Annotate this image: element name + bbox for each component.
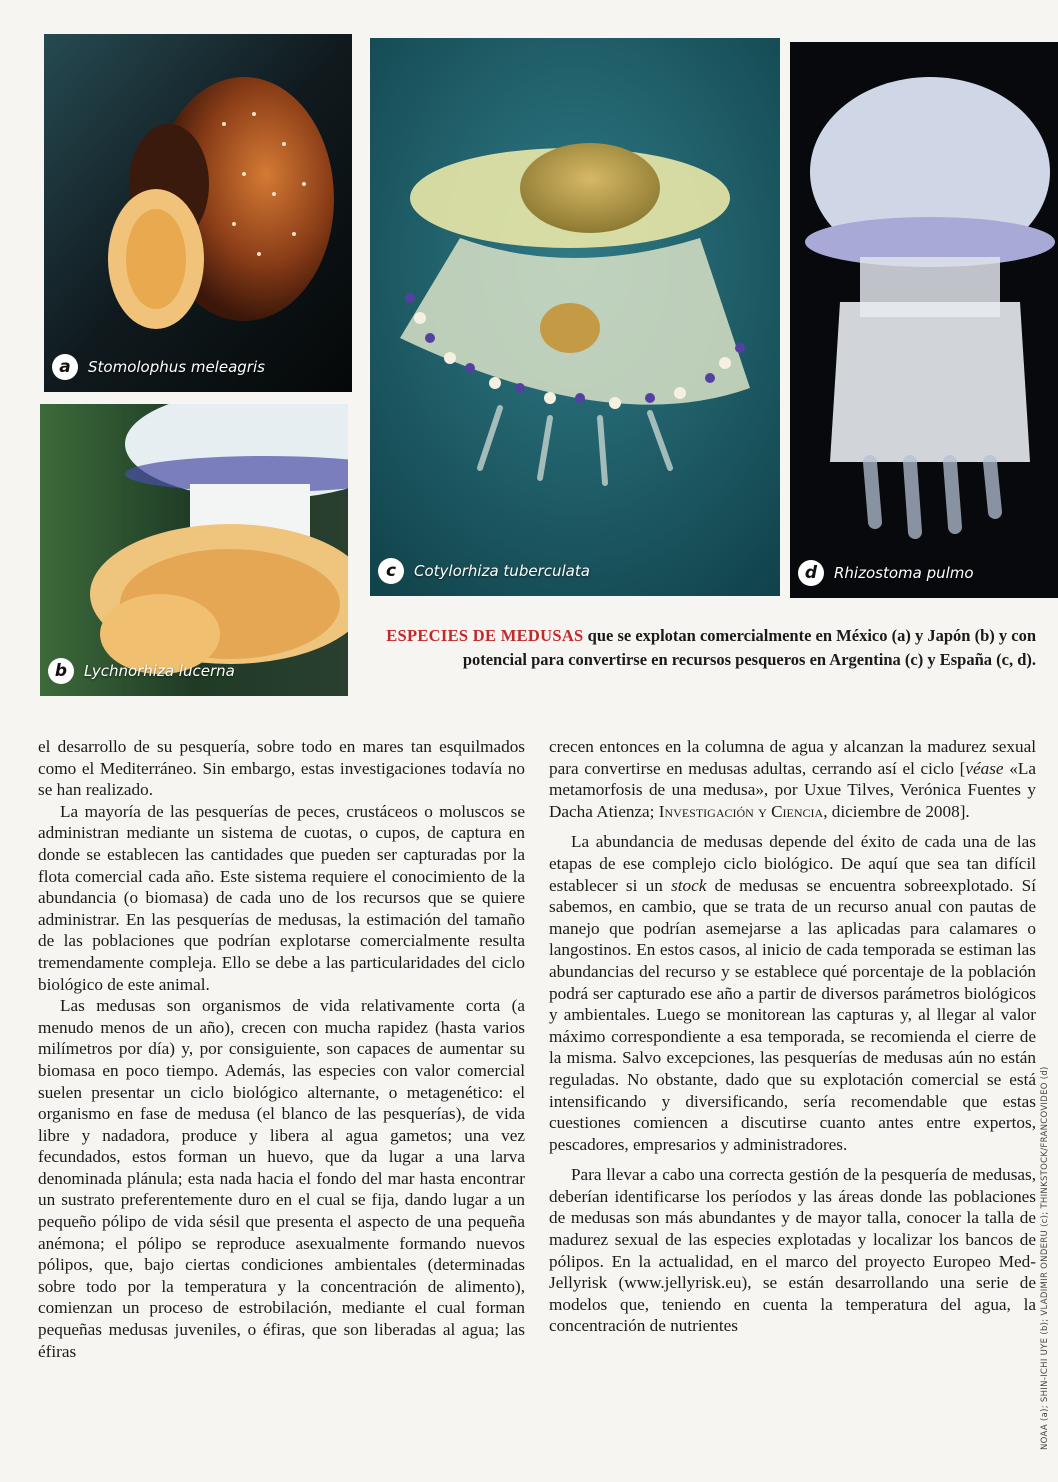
paragraph: La mayoría de las pesquerías de peces, crustáceos o moluscos se administran mediante un sistema de cuotas, o cupos, de captura en donde se establecen las cantidades que pueden ser capturadas por la flota comercial cada año. Este sistema requiere el conocimiento de la abundancia (o biomasa) de cada uno de los recursos que se quiere administrar. En las pesquerías de medusas, la estimación del tamaño de las poblaciones que podrían explotarse comercialmente resulta tremendamente compleja. Ello se debe a las particularidades del ciclo biológico de este animal.	[38, 801, 525, 994]
jellyfish-b-illustration	[40, 404, 348, 696]
panel-letter-c: c	[378, 558, 404, 584]
jellyfish-d-illustration	[790, 42, 1058, 598]
text-run: «La metamorfosis de una medusa», por Uxue Tilves, Verónica Fuentes y Dacha Atienza;	[549, 758, 1036, 821]
jellyfish-c-illustration	[370, 38, 780, 596]
paragraph: Las medusas son organismos de vida relativamente corta (a menudo menos de un año), crecen con mucha rapidez (hasta varios milímetros por día) y, por consiguiente, son capaces de aumentar su biomasa en poco tiempo. Además, las especies con valor comercial suelen presentar un ciclo biológico alternante, o metagenético: el organismo en fase de medusa (el blanco de las pesquerías), de vida libre y nadadora, produce y libera al agua gametos; una vez fecundados, estos forman un huevo, que da lugar a una larva denominada plánula; esta nada hacia el fondo del mar hasta encontrar un sustrato preferentemente duro en el cual se fija, dando lugar a un pequeño pólipo de vida sésil que presenta el aspecto de una pequeña anémona; el pólipo se reproduce asexualmente formando nuevos pólipos, que, bajo ciertas condiciones ambientales (determinadas sobre todo por la temperatura y la concentración de alimento), comienzan un proceso de estrobilación, mediante el cual forman pequeñas medusas juveniles, o éfiras, que son liberadas al agua; las éfiras	[38, 996, 525, 1361]
caption-text: que se explotan comercialmente en México (a) y Japón (b) y con potencial para convertirse en recursos pesqueros en Argentina (c) y España (c, d).	[462, 626, 1036, 669]
panel-label-c	[378, 558, 590, 584]
panel-letter-b: b	[48, 658, 74, 684]
text-run: de medusas se encuentra sobreexplotado. Sí sabemos, en cambio, que se trata de un recurso anual con pautas de manejo que podrían asemejarse a las aplicadas para calamares o langostinos. En estos casos, al inicio de cada temporada se estiman las abundancias del recurso y se establece qué porcentaje de la población podrá ser capturado ese año a partir de diversos parámetros biológicos y ambientales. Luego se monitorean las capturas y, al llegar al valor máximo correspondiente a esa temporada, se recomienda el cierre de la misma. Salvo excepciones, las pesquerías de medusas aún no están reguladas. No obstante, dado que su explotación comercial se está intensificando y diversificando, sería recomendable que estas cuestiones comiencen a discutirse cuanto antes entre expertos, pescadores, empresarios y administradores.	[549, 875, 1036, 1154]
right-text-column	[549, 736, 1036, 1337]
species-name-b: Lychnorhiza lucerna	[84, 662, 235, 680]
photo-a	[44, 34, 352, 392]
species-name-d: Rhizostoma pulmo	[834, 564, 974, 582]
text-run-italic: véase	[965, 758, 1004, 778]
panel-letter-a: a	[52, 354, 78, 380]
text-run: La abundancia de medusas depende del éxito de cada una de las etapas de ese complejo ciclo biológico. De aquí que sea tan difícil establecer si un	[549, 832, 1036, 895]
photo-d	[790, 42, 1058, 598]
paragraph: Para llevar a cabo una correcta gestión de la pesquería de medusas, deberían identificarse los períodos y las áreas donde las poblaciones de medusas son más abundantes y de mayor talla, conocer la talla de madurez sexual de las especies explotadas y localizar los bancos de pólipos. En la actualidad, en el marco del proyecto Europeo Med-Jellyrisk (www.jellyrisk.eu), se están desarrollando una serie de modelos que, teniendo en cuenta la temperatura del agua, la concentración de nutrientes	[549, 1165, 1036, 1336]
species-name-c: Cotylorhiza tuberculata	[414, 562, 590, 580]
text-run: , diciembre de 2008].	[823, 801, 970, 821]
text-run-italic: stock	[671, 875, 707, 895]
paragraph	[549, 736, 1036, 822]
panel-label-d	[798, 560, 974, 586]
panel-label-a	[52, 354, 265, 380]
paragraph: el desarrollo de su pesquería, sobre todo en mares tan esquilmados como el Mediterráneo. Sin embargo, estas investigaciones todavía no se han realizado.	[38, 737, 525, 800]
caption-heading: ESPECIES DE MEDUSAS	[386, 626, 584, 645]
paragraph	[549, 831, 1036, 1155]
text-run: crecen entonces en la columna de agua y alcanzan la madurez sexual para convertirse en medusas adultas, cerrando así el ciclo [	[549, 737, 1036, 778]
panel-letter-d: d	[798, 560, 824, 586]
photo-credit: NOAA (a); SHIN-ICHI UYE (b); VLADIMIR ONDERU (c); THINKSTOCK/FRANCOVIDEO (d)	[1040, 1066, 1050, 1450]
photo-b	[40, 404, 348, 696]
jellyfish-a-illustration	[44, 34, 352, 392]
photo-c	[370, 38, 780, 596]
left-text-column	[38, 736, 525, 1362]
figure-caption	[366, 624, 1036, 672]
journal-name: Investigación y Ciencia	[658, 801, 824, 821]
species-name-a: Stomolophus meleagris	[88, 358, 265, 376]
panel-label-b	[48, 658, 235, 684]
